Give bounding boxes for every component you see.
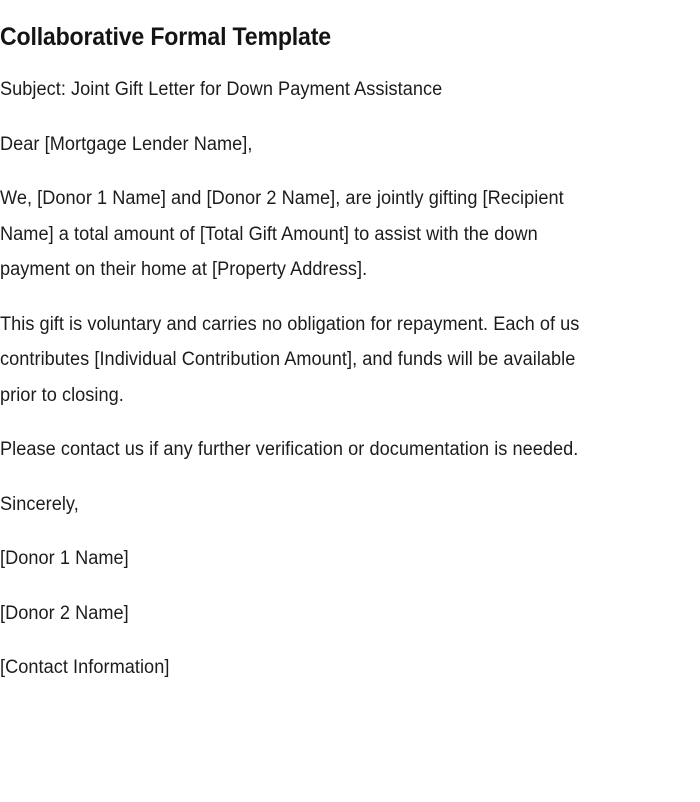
paragraph-voluntary-statement: This gift is voluntary and carries no obligation for repayment. Each of us contributes [Individual Contribution Amount], and funds will be available prior to closing. — [0, 313, 580, 406]
signature-contact-information: [Contact Information] — [0, 657, 170, 678]
paragraph-salutation: Dear [Mortgage Lender Name], — [0, 133, 253, 155]
document-body — [0, 72, 596, 686]
paragraph-gift-statement: We, [Donor 1 Name] and [Donor 2 Name], are jointly gifting [Recipient Name] a total amount of [Total Gift Amount] to assist with the down payment on their home at [Property Address]. — [0, 188, 564, 280]
signature-donor-1: [Donor 1 Name] — [0, 548, 129, 569]
paragraph-closing: Sincerely, — [0, 493, 79, 515]
signature-donor-2: [Donor 2 Name] — [0, 602, 129, 624]
paragraph-subject: Subject: Joint Gift Letter for Down Payment Assistance — [0, 79, 443, 100]
page-title: Collaborative Formal Template — [0, 23, 331, 51]
paragraph-contact-request: Please contact us if any further verification or documentation is needed. — [0, 439, 579, 460]
